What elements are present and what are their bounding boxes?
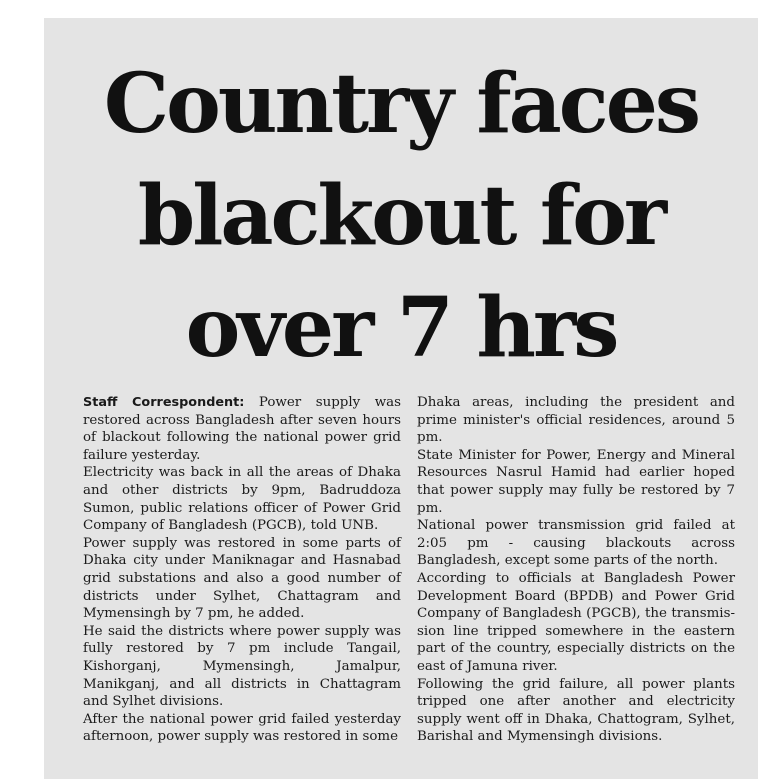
headline	[44, 48, 758, 384]
paragraph: State Minister for Power, Energy and Mineral Resources Nasrul Hamid had earlier hoped that power supply may fully be restored by 7 pm.	[417, 447, 735, 516]
byline: Staff Correspondent:	[83, 395, 245, 410]
paragraph	[83, 394, 401, 464]
headline-line-3: over 7 hrs	[185, 280, 617, 376]
paragraph: After the national power grid failed yesterday afternoon, power supply was restored in some	[83, 711, 401, 745]
paragraph: Electricity was back in all the areas of Dhaka and other districts by 9pm, Badruddoza Sumon, public relations officer of Power Grid Company of Bangladesh (PGCB), told UNB.	[83, 465, 401, 534]
paragraph: He said the districts where power supply was fully restored by 7 pm include Tangail, Kishorganj, Mymensingh, Jamalpur, Manikganj, and all districts in Chattagram and Sylhet divisions.	[83, 623, 401, 710]
paragraph: Dhaka areas, including the president and prime minister's official residences, around 5 pm.	[417, 395, 735, 446]
headline-line-1: Country faces	[103, 56, 699, 152]
headline-line-2: blackout for	[137, 168, 665, 264]
newspaper-clipping	[44, 18, 758, 779]
paragraph: Following the grid failure, all power plants tripped one after another and electricity supply went off in Dhaka, Chattogram, Sylhet, Barishal and Mymensingh divisions.	[417, 676, 735, 745]
paragraph: Power supply was restored in some parts of Dhaka city under Maniknagar and Hasnabad grid substations and also a good number of districts under Sylhet, Chattagram and Mymensingh by 7 pm, he added.	[83, 535, 401, 622]
paragraph: According to officials at Bangladesh Power Development Board (BPDB) and Power Grid Company of Bangladesh (PGCB), the transmis-sion line tripped somewhere in the eastern part of the country, especially districts on the east of Jamuna river.	[417, 570, 735, 674]
article-column-left	[83, 394, 401, 746]
paragraph-lead-text: Power supply was restored across Bangladesh after seven hours of blackout following the national power grid failure yesterday.	[83, 395, 402, 463]
paragraph: National power transmission grid failed at 2:05 pm - causing blackouts across Bangladesh, except some parts of the north.	[417, 518, 735, 569]
article-column-right	[417, 394, 735, 746]
